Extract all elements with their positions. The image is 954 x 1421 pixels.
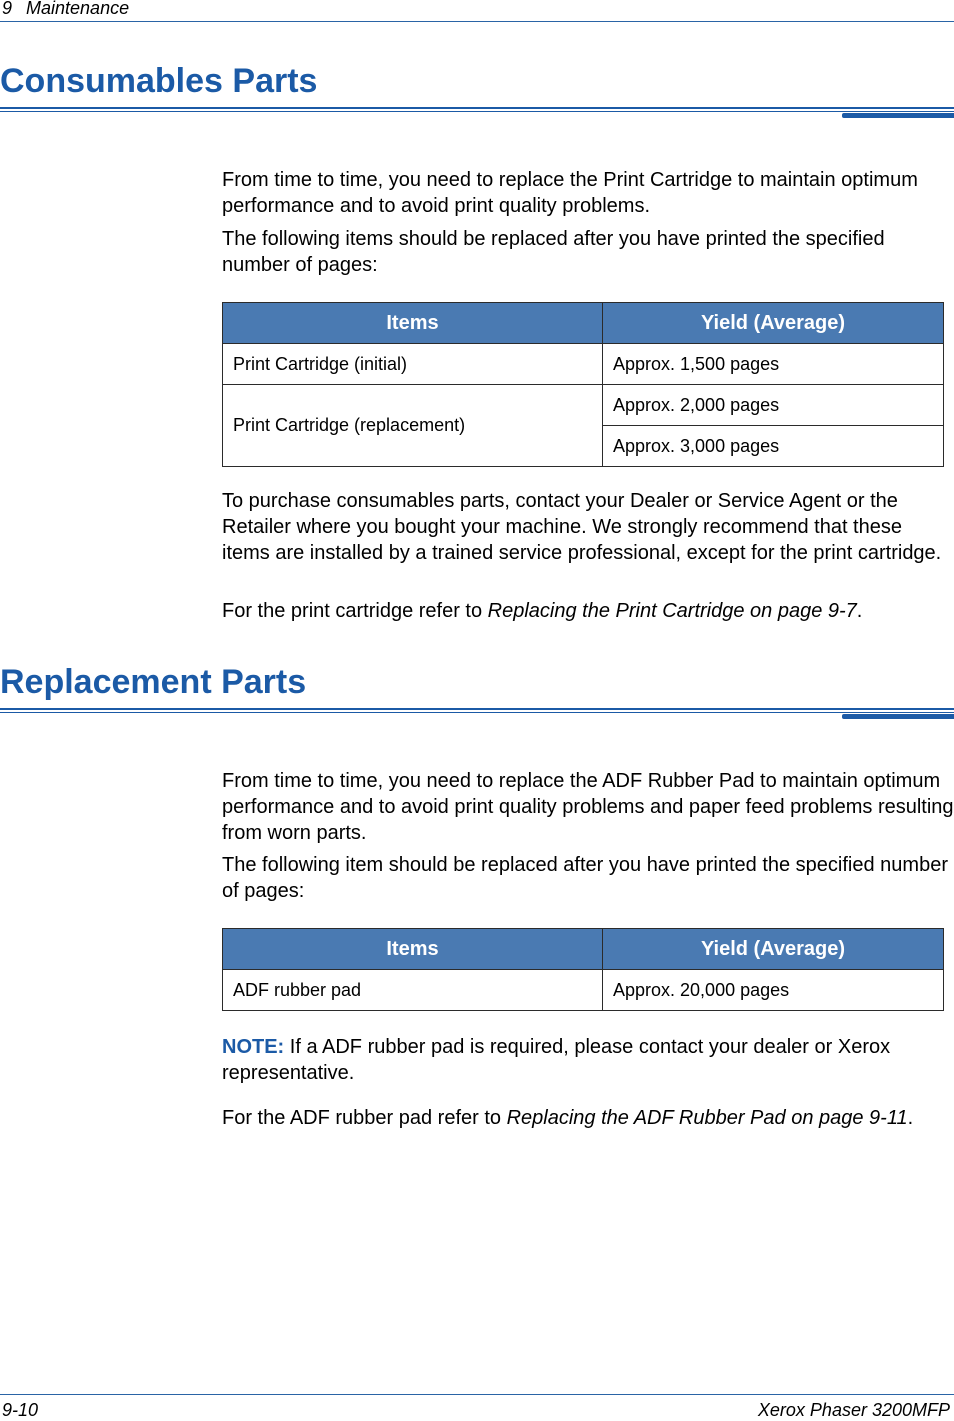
table-header-row — [223, 303, 944, 344]
consumables-title: Consumables Parts — [0, 62, 318, 100]
replacement-title: Replacement Parts — [0, 663, 307, 701]
column-header-yield: Yield (Average) — [603, 303, 944, 344]
title-rule-thin — [0, 111, 954, 112]
purchase-paragraph: To purchase consumables parts, contact your Dealer or Service Agent or the Retailer where you bought your machine. We strongly recommend that these items are installed by a trained service professional, except for the print cartridge. — [222, 490, 942, 564]
title-accent-bar — [842, 714, 954, 719]
yield-cell: Approx. 2,000 pages — [603, 385, 944, 426]
yield-cell: Approx. 20,000 pages — [603, 970, 944, 1011]
adf-reference — [222, 1105, 954, 1131]
consumables-intro: From time to time, you need to replace the Print Cartridge to maintain optimum performance and to avoid print quality problems. — [222, 169, 918, 217]
table-header-row — [223, 929, 944, 970]
replacement-table — [222, 928, 944, 1011]
cross-reference-link[interactable]: Replacing the ADF Rubber Pad on page 9-11 — [506, 1107, 908, 1129]
column-header-items: Items — [223, 929, 603, 970]
column-header-items: Items — [223, 303, 603, 344]
chapter-number: 9 — [2, 0, 13, 18]
consumables-intro-2: The following items should be replaced after you have printed the specified number of pages: — [222, 228, 885, 276]
footer-rule — [0, 1394, 954, 1395]
cross-reference-link[interactable]: Replacing the Print Cartridge on page 9-7 — [487, 600, 857, 622]
title-rule — [0, 708, 954, 710]
title-accent-bar — [842, 113, 954, 118]
reference-prefix: For the print cartridge refer to — [222, 600, 488, 622]
title-rule — [0, 107, 954, 109]
product-name: Xerox Phaser 3200MFP — [757, 1400, 950, 1420]
consumables-table — [222, 302, 944, 467]
replacement-intro: From time to time, you need to replace the ADF Rubber Pad to maintain optimum performance and to avoid print quality problems and paper feed problems resulting from worn parts. — [222, 770, 954, 844]
item-cell: ADF rubber pad — [223, 970, 603, 1011]
title-rule-thin — [0, 712, 954, 713]
item-cell: Print Cartridge (initial) — [223, 344, 603, 385]
table-row — [223, 344, 944, 385]
header-rule — [0, 21, 954, 22]
yield-cell: Approx. 3,000 pages — [603, 426, 944, 467]
reference-suffix: . — [856, 600, 863, 622]
yield-cell: Approx. 1,500 pages — [603, 344, 944, 385]
note-text: If a ADF rubber pad is required, please contact your dealer or Xerox representative. — [222, 1036, 891, 1084]
chapter-title: Maintenance — [26, 0, 130, 18]
table-row — [223, 385, 944, 426]
cartridge-reference — [222, 598, 954, 624]
column-header-yield: Yield (Average) — [603, 929, 944, 970]
reference-prefix: For the ADF rubber pad refer to — [222, 1107, 507, 1129]
item-cell: Print Cartridge (replacement) — [223, 385, 603, 467]
reference-suffix: . — [907, 1107, 914, 1129]
running-header — [2, 0, 129, 19]
page-number: 9-10 — [2, 1400, 39, 1420]
note-label: NOTE: — [222, 1036, 285, 1058]
note-paragraph — [222, 1034, 954, 1086]
replacement-intro-2: The following item should be replaced after you have printed the specified number of pages: — [222, 854, 948, 902]
table-row — [223, 970, 944, 1011]
